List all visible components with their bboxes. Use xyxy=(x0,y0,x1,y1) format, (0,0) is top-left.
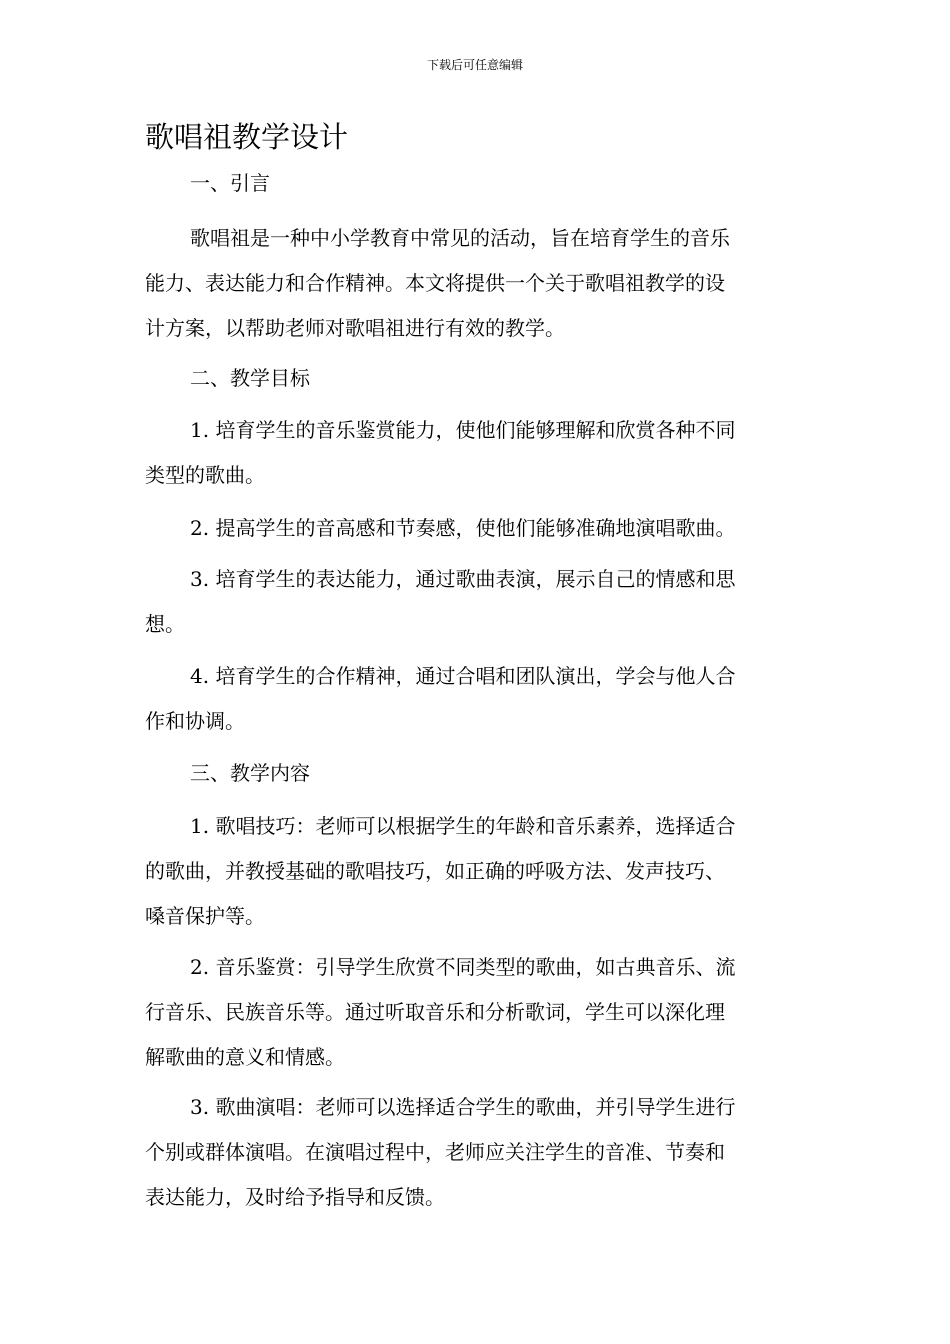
document-title: 歌唱祖教学设计 xyxy=(145,120,349,154)
paragraph-line: 的歌曲，并教授基础的歌唱技巧，如正确的呼吸方法、发声技巧、 xyxy=(145,859,725,883)
paragraph-line: 3. 歌曲演唱：老师可以选择适合学生的歌曲，并引导学生进行 xyxy=(190,1095,736,1119)
section-heading-content xyxy=(145,751,805,796)
heading-text: 二、教学目标 xyxy=(190,366,310,390)
section-heading-introduction xyxy=(145,161,805,206)
content-item-2 xyxy=(145,945,805,1080)
paragraph-line: 歌唱祖是一种中小学教育中常见的活动，旨在培育学生的音乐 xyxy=(190,226,730,250)
objective-item-4 xyxy=(145,654,805,744)
paragraph-line: 类型的歌曲。 xyxy=(145,463,265,487)
objective-item-1 xyxy=(145,408,805,498)
paragraph-line: 作和协调。 xyxy=(145,709,245,733)
content-item-1 xyxy=(145,804,805,939)
paragraph-line: 想。 xyxy=(145,612,185,636)
intro-paragraph xyxy=(145,216,805,351)
paragraph-line: 解歌曲的意义和情感。 xyxy=(145,1045,345,1069)
page-header-note: 下载后可任意编辑 xyxy=(426,58,523,72)
paragraph-line: 2. 提高学生的音高感和节奏感，使他们能够准确地演唱歌曲。 xyxy=(190,516,736,540)
paragraph-line: 能力、表达能力和合作精神。本文将提供一个关于歌唱祖教学的设 xyxy=(145,271,725,295)
paragraph-line: 表达能力，及时给予指导和反馈。 xyxy=(145,1185,445,1209)
paragraph-line: 计方案，以帮助老师对歌唱祖进行有效的教学。 xyxy=(145,316,565,340)
paragraph-line: 个别或群体演唱。在演唱过程中，老师应关注学生的音准、节奏和 xyxy=(145,1140,725,1164)
objective-item-3 xyxy=(145,557,805,647)
content-item-3 xyxy=(145,1085,805,1220)
paragraph-line: 4. 培育学生的合作精神，通过合唱和团队演出，学会与他人合 xyxy=(190,664,736,688)
paragraph-line: 2. 音乐鉴赏：引导学生欣赏不同类型的歌曲，如古典音乐、流 xyxy=(190,955,736,979)
objective-item-2 xyxy=(145,506,805,551)
paragraph-line: 3. 培育学生的表达能力，通过歌曲表演，展示自己的情感和思 xyxy=(190,567,736,591)
heading-text: 三、教学内容 xyxy=(190,761,310,785)
section-heading-objectives xyxy=(145,356,805,401)
paragraph-line: 1. 歌唱技巧：老师可以根据学生的年龄和音乐素养，选择适合 xyxy=(190,814,736,838)
paragraph-line: 嗓音保护等。 xyxy=(145,904,265,928)
heading-text: 一、引言 xyxy=(190,171,270,195)
paragraph-line: 1. 培育学生的音乐鉴赏能力，使他们能够理解和欣赏各种不同 xyxy=(190,418,736,442)
paragraph-line: 行音乐、民族音乐等。通过听取音乐和分析歌词，学生可以深化理 xyxy=(145,1000,725,1024)
